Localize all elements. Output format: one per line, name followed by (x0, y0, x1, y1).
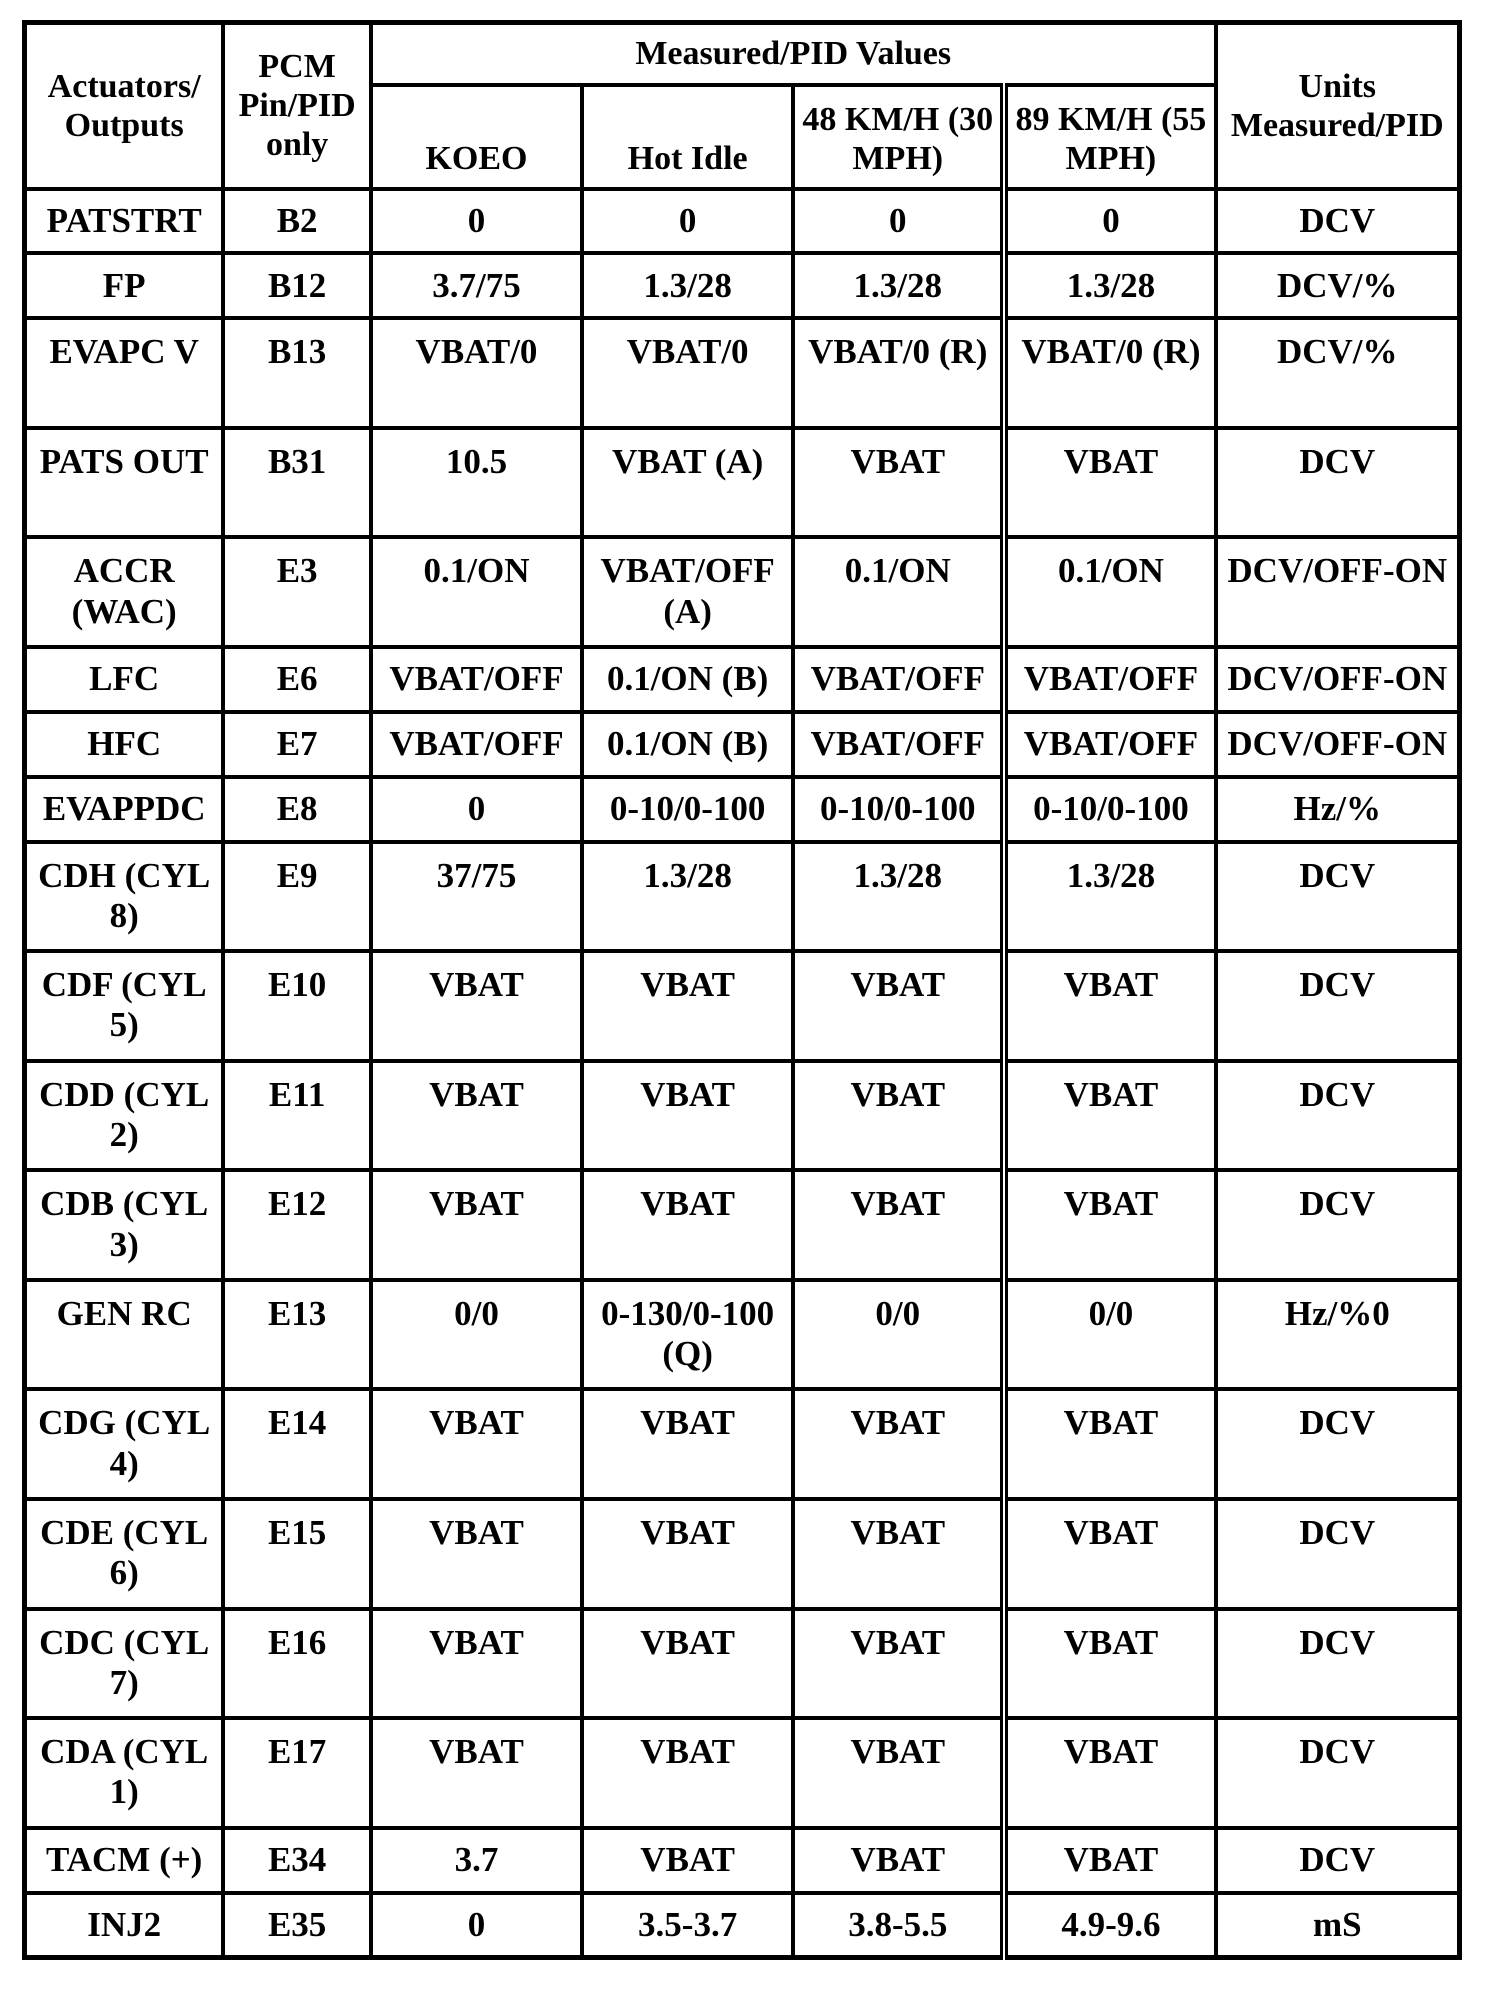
cell-koeo: VBAT (371, 1609, 582, 1719)
cell-actuator: INJ2 (25, 1893, 224, 1958)
cell-actuator: LFC (25, 647, 224, 712)
cell-pin: E7 (223, 712, 371, 777)
pcm-pid-table (22, 20, 1462, 1960)
cell-hot-idle: VBAT (582, 1718, 793, 1828)
cell-units: DCV (1216, 1389, 1460, 1499)
cell-koeo: VBAT (371, 1170, 582, 1280)
pid-table-container (22, 20, 1462, 1960)
cell-koeo: 0 (371, 777, 582, 842)
cell-actuator: CDA (CYL 1) (25, 1718, 224, 1828)
cell-pin: E6 (223, 647, 371, 712)
cell-hot-idle: 3.5-3.7 (582, 1893, 793, 1958)
cell-units: DCV (1216, 1718, 1460, 1828)
cell-48kmh: VBAT/OFF (793, 712, 1004, 777)
cell-actuator: EVAPC V (25, 318, 224, 428)
cell-koeo: VBAT (371, 1061, 582, 1171)
table-row (25, 1499, 1460, 1609)
cell-actuator: GEN RC (25, 1280, 224, 1390)
cell-pin: E14 (223, 1389, 371, 1499)
cell-48kmh: 0.1/ON (793, 537, 1004, 647)
table-row (25, 537, 1460, 647)
cell-89kmh: VBAT (1004, 1170, 1215, 1280)
header-actuators: Actuators/ Outputs (25, 23, 224, 189)
cell-units: DCV/OFF-ON (1216, 712, 1460, 777)
cell-pin: E34 (223, 1828, 371, 1893)
cell-koeo: 0 (371, 1893, 582, 1958)
cell-89kmh: 4.9-9.6 (1004, 1893, 1215, 1958)
cell-pin: E35 (223, 1893, 371, 1958)
cell-89kmh: VBAT (1004, 1061, 1215, 1171)
cell-pin: E17 (223, 1718, 371, 1828)
cell-89kmh: VBAT/OFF (1004, 712, 1215, 777)
cell-89kmh: VBAT (1004, 1609, 1215, 1719)
table-row (25, 777, 1460, 842)
cell-hot-idle: VBAT/OFF (A) (582, 537, 793, 647)
cell-hot-idle: 0 (582, 189, 793, 254)
cell-units: DCV (1216, 428, 1460, 538)
header-koeo: KOEO (371, 85, 582, 189)
cell-48kmh: VBAT (793, 1061, 1004, 1171)
cell-89kmh: 1.3/28 (1004, 842, 1215, 952)
header-48kmh: 48 KM/H (30 MPH) (793, 85, 1004, 189)
cell-koeo: 37/75 (371, 842, 582, 952)
cell-48kmh: VBAT (793, 1389, 1004, 1499)
cell-48kmh: 1.3/28 (793, 253, 1004, 318)
table-body (25, 189, 1460, 1958)
table-row (25, 712, 1460, 777)
cell-actuator: PATS OUT (25, 428, 224, 538)
cell-actuator: TACM (+) (25, 1828, 224, 1893)
cell-koeo: VBAT (371, 951, 582, 1061)
cell-48kmh: VBAT (793, 951, 1004, 1061)
cell-hot-idle: 0-10/0-100 (582, 777, 793, 842)
cell-koeo: VBAT (371, 1499, 582, 1609)
cell-hot-idle: VBAT (582, 1499, 793, 1609)
cell-actuator: ACCR (WAC) (25, 537, 224, 647)
cell-pin: E9 (223, 842, 371, 952)
table-row (25, 1170, 1460, 1280)
table-row (25, 951, 1460, 1061)
cell-89kmh: VBAT/0 (R) (1004, 318, 1215, 428)
cell-actuator: CDE (CYL 6) (25, 1499, 224, 1609)
table-row (25, 1609, 1460, 1719)
cell-actuator: CDH (CYL 8) (25, 842, 224, 952)
cell-hot-idle: 0-130/0-100 (Q) (582, 1280, 793, 1390)
table-row (25, 1389, 1460, 1499)
cell-units: DCV/OFF-ON (1216, 537, 1460, 647)
table-header (25, 23, 1460, 189)
cell-pin: E3 (223, 537, 371, 647)
cell-koeo: 3.7/75 (371, 253, 582, 318)
cell-48kmh: VBAT/0 (R) (793, 318, 1004, 428)
table-row (25, 253, 1460, 318)
cell-koeo: 10.5 (371, 428, 582, 538)
cell-89kmh: VBAT (1004, 1389, 1215, 1499)
cell-48kmh: 0-10/0-100 (793, 777, 1004, 842)
cell-pin: E10 (223, 951, 371, 1061)
cell-koeo: 0.1/ON (371, 537, 582, 647)
cell-units: DCV (1216, 1609, 1460, 1719)
cell-hot-idle: VBAT (582, 1609, 793, 1719)
cell-pin: E15 (223, 1499, 371, 1609)
header-89kmh: 89 KM/H (55 MPH) (1004, 85, 1215, 189)
cell-89kmh: VBAT (1004, 428, 1215, 538)
cell-89kmh: 1.3/28 (1004, 253, 1215, 318)
cell-koeo: 0 (371, 189, 582, 254)
cell-89kmh: 0.1/ON (1004, 537, 1215, 647)
header-hot-idle: Hot Idle (582, 85, 793, 189)
cell-actuator: CDG (CYL 4) (25, 1389, 224, 1499)
table-row (25, 1718, 1460, 1828)
cell-pin: B13 (223, 318, 371, 428)
cell-actuator: HFC (25, 712, 224, 777)
table-row (25, 1893, 1460, 1958)
cell-hot-idle: 1.3/28 (582, 253, 793, 318)
cell-48kmh: VBAT (793, 1170, 1004, 1280)
cell-48kmh: VBAT (793, 1828, 1004, 1893)
cell-48kmh: VBAT (793, 1499, 1004, 1609)
table-row (25, 189, 1460, 254)
cell-koeo: VBAT/OFF (371, 712, 582, 777)
cell-89kmh: 0-10/0-100 (1004, 777, 1215, 842)
header-pcm-pin: PCM Pin/PID only (223, 23, 371, 189)
cell-89kmh: 0/0 (1004, 1280, 1215, 1390)
cell-pin: B2 (223, 189, 371, 254)
cell-48kmh: 3.8-5.5 (793, 1893, 1004, 1958)
table-row (25, 1280, 1460, 1390)
cell-koeo: 0/0 (371, 1280, 582, 1390)
cell-actuator: EVAPPDC (25, 777, 224, 842)
cell-89kmh: 0 (1004, 189, 1215, 254)
cell-units: DCV (1216, 1061, 1460, 1171)
table-row (25, 318, 1460, 428)
cell-units: DCV/OFF-ON (1216, 647, 1460, 712)
cell-48kmh: VBAT (793, 1609, 1004, 1719)
table-row (25, 842, 1460, 952)
cell-89kmh: VBAT (1004, 1718, 1215, 1828)
cell-actuator: CDB (CYL 3) (25, 1170, 224, 1280)
cell-pin: E8 (223, 777, 371, 842)
cell-units: DCV/% (1216, 318, 1460, 428)
cell-hot-idle: 0.1/ON (B) (582, 712, 793, 777)
cell-48kmh: VBAT (793, 1718, 1004, 1828)
cell-koeo: 3.7 (371, 1828, 582, 1893)
cell-units: DCV (1216, 189, 1460, 254)
cell-hot-idle: VBAT (582, 1170, 793, 1280)
cell-hot-idle: VBAT (A) (582, 428, 793, 538)
cell-units: DCV (1216, 1170, 1460, 1280)
cell-pin: B31 (223, 428, 371, 538)
cell-89kmh: VBAT/OFF (1004, 647, 1215, 712)
cell-48kmh: 0 (793, 189, 1004, 254)
cell-pin: E13 (223, 1280, 371, 1390)
table-row (25, 1828, 1460, 1893)
cell-pin: B12 (223, 253, 371, 318)
cell-koeo: VBAT (371, 1718, 582, 1828)
cell-actuator: CDF (CYL 5) (25, 951, 224, 1061)
cell-89kmh: VBAT (1004, 1499, 1215, 1609)
table-row (25, 428, 1460, 538)
cell-units: DCV (1216, 951, 1460, 1061)
cell-48kmh: VBAT (793, 428, 1004, 538)
table-row (25, 1061, 1460, 1171)
cell-pin: E12 (223, 1170, 371, 1280)
cell-48kmh: VBAT/OFF (793, 647, 1004, 712)
cell-hot-idle: VBAT (582, 1828, 793, 1893)
cell-actuator: PATSTRT (25, 189, 224, 254)
cell-koeo: VBAT/0 (371, 318, 582, 428)
cell-units: DCV (1216, 842, 1460, 952)
cell-pin: E11 (223, 1061, 371, 1171)
cell-actuator: CDD (CYL 2) (25, 1061, 224, 1171)
cell-89kmh: VBAT (1004, 1828, 1215, 1893)
cell-units: DCV (1216, 1499, 1460, 1609)
cell-hot-idle: VBAT (582, 1061, 793, 1171)
cell-89kmh: VBAT (1004, 951, 1215, 1061)
cell-koeo: VBAT/OFF (371, 647, 582, 712)
cell-units: Hz/%0 (1216, 1280, 1460, 1390)
cell-units: DCV/% (1216, 253, 1460, 318)
cell-48kmh: 1.3/28 (793, 842, 1004, 952)
cell-hot-idle: VBAT (582, 1389, 793, 1499)
cell-units: mS (1216, 1893, 1460, 1958)
cell-hot-idle: VBAT/0 (582, 318, 793, 428)
table-row (25, 647, 1460, 712)
cell-units: DCV (1216, 1828, 1460, 1893)
cell-hot-idle: VBAT (582, 951, 793, 1061)
cell-hot-idle: 0.1/ON (B) (582, 647, 793, 712)
cell-koeo: VBAT (371, 1389, 582, 1499)
cell-48kmh: 0/0 (793, 1280, 1004, 1390)
cell-actuator: CDC (CYL 7) (25, 1609, 224, 1719)
cell-hot-idle: 1.3/28 (582, 842, 793, 952)
header-units: Units Measured/PID (1216, 23, 1460, 189)
cell-actuator: FP (25, 253, 224, 318)
cell-units: Hz/% (1216, 777, 1460, 842)
header-measured-values: Measured/PID Values (371, 23, 1216, 85)
cell-pin: E16 (223, 1609, 371, 1719)
